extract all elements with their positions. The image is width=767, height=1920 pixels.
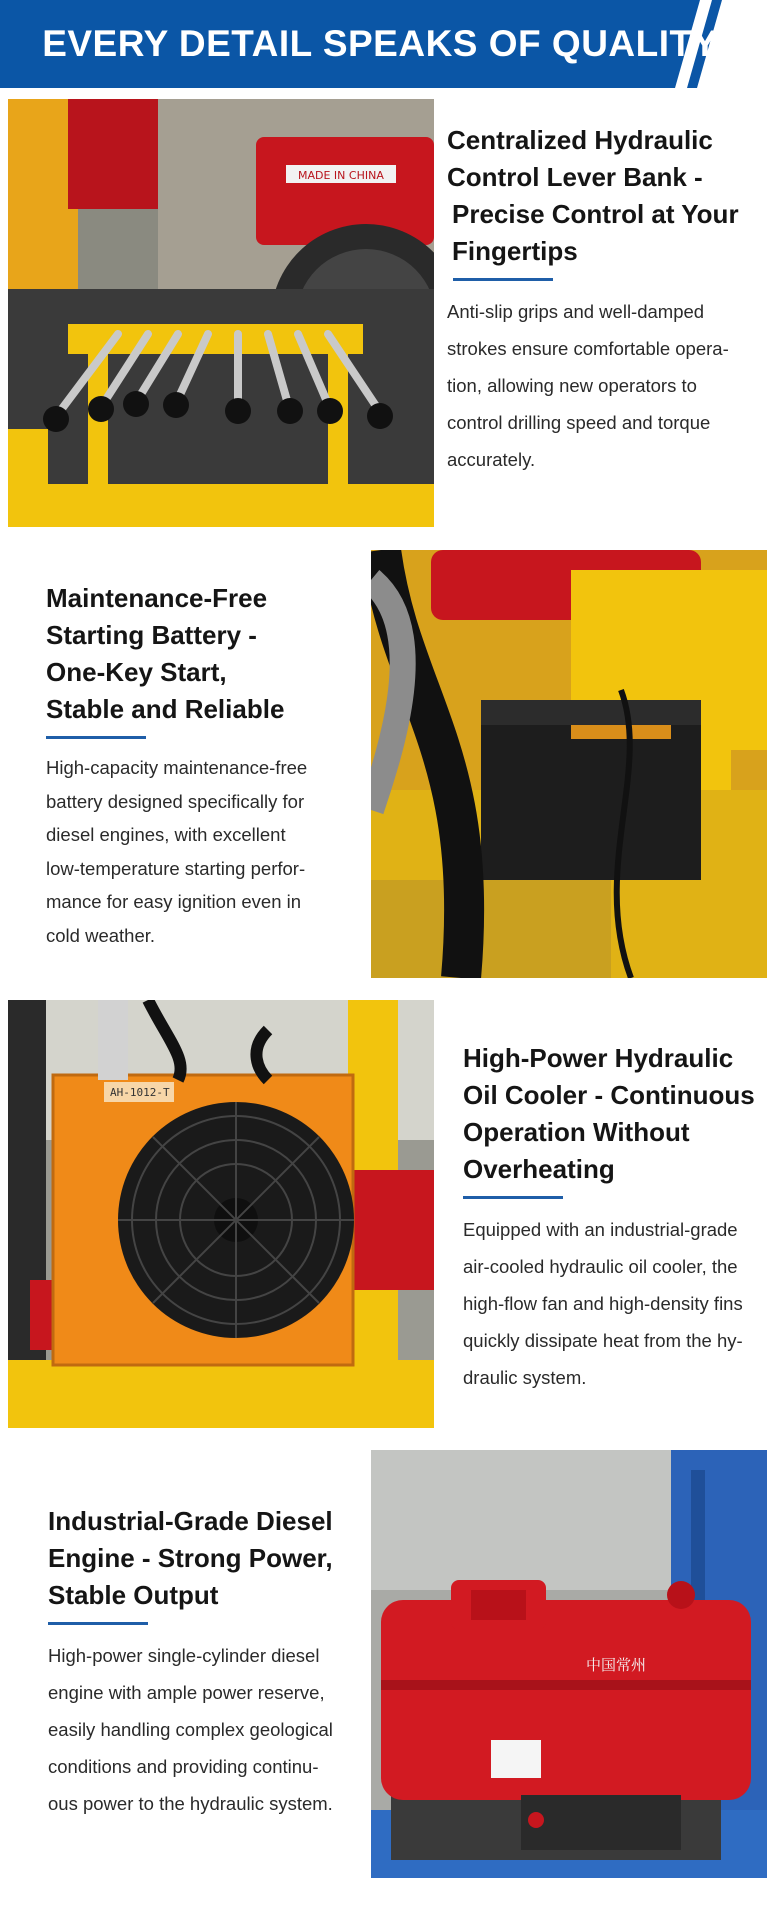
heading-line: Engine - Strong Power, (48, 1543, 333, 1573)
cooler-model-text: AH-1012-T (110, 1086, 170, 1099)
description-line: cold weather. (46, 924, 156, 946)
lever-bank-heading (447, 122, 759, 270)
oil-cooler-photo (8, 1000, 434, 1428)
lever-bank-photo (8, 99, 434, 527)
description-line: High-capacity maintenance-free (46, 757, 308, 778)
oil-cooler-text (463, 1040, 763, 1396)
oil-cooler-description (463, 1211, 763, 1396)
description-line: High-power single-cylinder diesel (48, 1645, 320, 1666)
heading-line: Precise Control at Your (452, 199, 739, 229)
heading-line: Stable Output (48, 1580, 219, 1610)
description-line: Equipped with an industrial-grade (463, 1219, 738, 1240)
heading-line: One-Key Start, (46, 657, 227, 687)
page-title: EVERY DETAIL SPEAKS OF QUALITY (42, 23, 718, 64)
description-line: tion, allowing new operators to (447, 375, 697, 396)
description-line: battery designed specifically for (46, 790, 305, 812)
diesel-engine-description (48, 1637, 368, 1822)
engine-brand-text: 中国常州 (586, 1656, 647, 1674)
diesel-engine-text (48, 1503, 368, 1822)
battery-heading (46, 580, 366, 728)
oil-cooler-heading (463, 1040, 763, 1188)
battery-photo (371, 550, 767, 978)
description-line: control drilling speed and torque (447, 412, 711, 433)
description-line: draulic system. (463, 1367, 587, 1388)
description-line: engine with ample power reserve, (48, 1682, 325, 1703)
description-line: high-flow fan and high-density fins (463, 1293, 743, 1314)
description-line: strokes ensure comfortable opera- (447, 338, 729, 359)
heading-line: Overheating (463, 1154, 615, 1184)
battery-text (46, 580, 366, 952)
heading-line: Maintenance-Free (46, 583, 268, 613)
description-line: easily handling complex geological (48, 1719, 333, 1740)
heading-underline (48, 1622, 148, 1625)
description-line: ous power to the hydraulic system. (48, 1793, 333, 1814)
engine-label-text: MADE IN CHINA (298, 169, 384, 182)
description-line: air-cooled hydraulic oil cooler, the (463, 1256, 738, 1277)
heading-line: Control Lever Bank - (447, 162, 703, 192)
heading-line: Centralized Hydraulic (447, 125, 713, 155)
header-banner (0, 0, 767, 88)
heading-underline (463, 1196, 563, 1199)
heading-underline (46, 736, 146, 739)
description-line: quickly dissipate heat from the hy- (463, 1330, 743, 1351)
description-line: accurately. (447, 449, 536, 470)
heading-line: Fingertips (452, 236, 578, 266)
heading-line: Starting Battery - (46, 620, 257, 650)
heading-line: Operation Without (463, 1117, 690, 1147)
diesel-engine-photo (371, 1450, 767, 1878)
lever-bank-text (447, 122, 759, 478)
battery-description (46, 751, 366, 952)
diesel-engine-heading (48, 1503, 368, 1614)
description-line: mance for easy ignition even in (46, 891, 302, 912)
description-line: Anti-slip grips and well-damped (447, 301, 705, 322)
lever-bank-description (447, 293, 759, 478)
description-line: low-temperature starting perfor- (46, 857, 306, 879)
description-line: diesel engines, with excellent (46, 824, 286, 845)
heading-underline (453, 278, 553, 281)
heading-line: Industrial-Grade Diesel (48, 1506, 333, 1536)
heading-line: High-Power Hydraulic (463, 1043, 734, 1073)
heading-line: Oil Cooler - Continuous (463, 1080, 755, 1110)
description-line: conditions and providing continu- (48, 1756, 319, 1777)
heading-line: Stable and Reliable (46, 694, 285, 724)
